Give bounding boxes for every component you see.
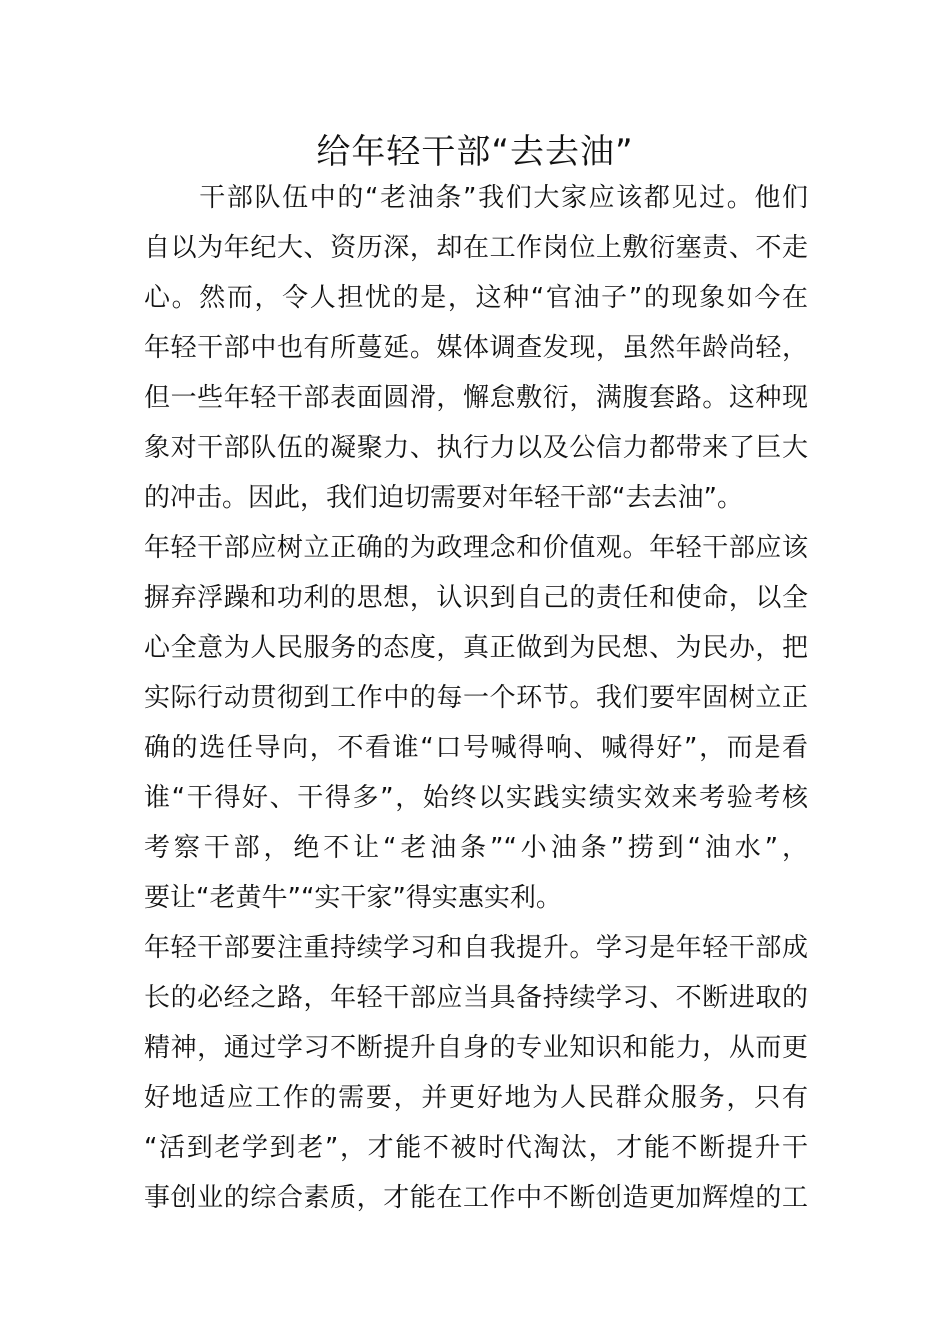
paragraph-line: 年轻干部应树立正确的为政理念和价值观。年轻干部应该 <box>144 533 808 563</box>
paragraph-line: “活到老学到老”，才能不被时代淘汰，才能不断提升干 <box>144 1133 808 1163</box>
paragraph-line: 要让“老黄牛”“实干家”得实惠实利。 <box>144 883 562 913</box>
paragraph-line: 干部队伍中的“老油条”我们大家应该都见过。他们 <box>144 183 808 213</box>
paragraph-line: 考察干部，绝不让“老油条”“小油条”捞到“油水”， <box>144 833 808 863</box>
paragraph-line: 摒弃浮躁和功利的思想，认识到自己的责任和使命，以全 <box>144 583 808 613</box>
paragraph-line: 实际行动贯彻到工作中的每一个环节。我们要牢固树立正 <box>144 683 808 713</box>
paragraph-line: 心。然而，令人担忧的是，这种“官油子”的现象如今在 <box>144 283 808 313</box>
paragraph-line: 象对干部队伍的凝聚力、执行力以及公信力都带来了巨大 <box>144 433 808 463</box>
paragraph-line: 但一些年轻干部表面圆滑，懈怠敷衍，满腹套路。这种现 <box>144 383 808 413</box>
paragraph-line: 确的选任导向，不看谁“口号喊得响、喊得好”，而是看 <box>144 733 808 763</box>
paragraph-line: 的冲击。因此，我们迫切需要对年轻干部“去去油”。 <box>144 483 743 513</box>
paragraph-line: 长的必经之路，年轻干部应当具备持续学习、不断进取的 <box>144 983 808 1013</box>
paragraph-line: 心全意为人民服务的态度，真正做到为民想、为民办，把 <box>144 633 808 663</box>
paragraph-line: 精神，通过学习不断提升自身的专业知识和能力，从而更 <box>144 1033 808 1063</box>
paragraph-line: 谁“干得好、干得多”，始终以实践实绩实效来考验考核 <box>144 783 808 813</box>
paragraph-line: 好地适应工作的需要，并更好地为人民群众服务，只有 <box>144 1083 808 1113</box>
paragraph-line: 年轻干部要注重持续学习和自我提升。学习是年轻干部成 <box>144 933 808 963</box>
paragraph-line: 年轻干部中也有所蔓延。媒体调查发现，虽然年龄尚轻， <box>144 333 808 363</box>
document-title: 给年轻干部“去去油” <box>316 132 634 172</box>
paragraph-line: 自以为年纪大、资历深，却在工作岗位上敷衍塞责、不走 <box>144 233 808 263</box>
paragraph-line: 事创业的综合素质，才能在工作中不断创造更加辉煌的工 <box>144 1183 808 1213</box>
